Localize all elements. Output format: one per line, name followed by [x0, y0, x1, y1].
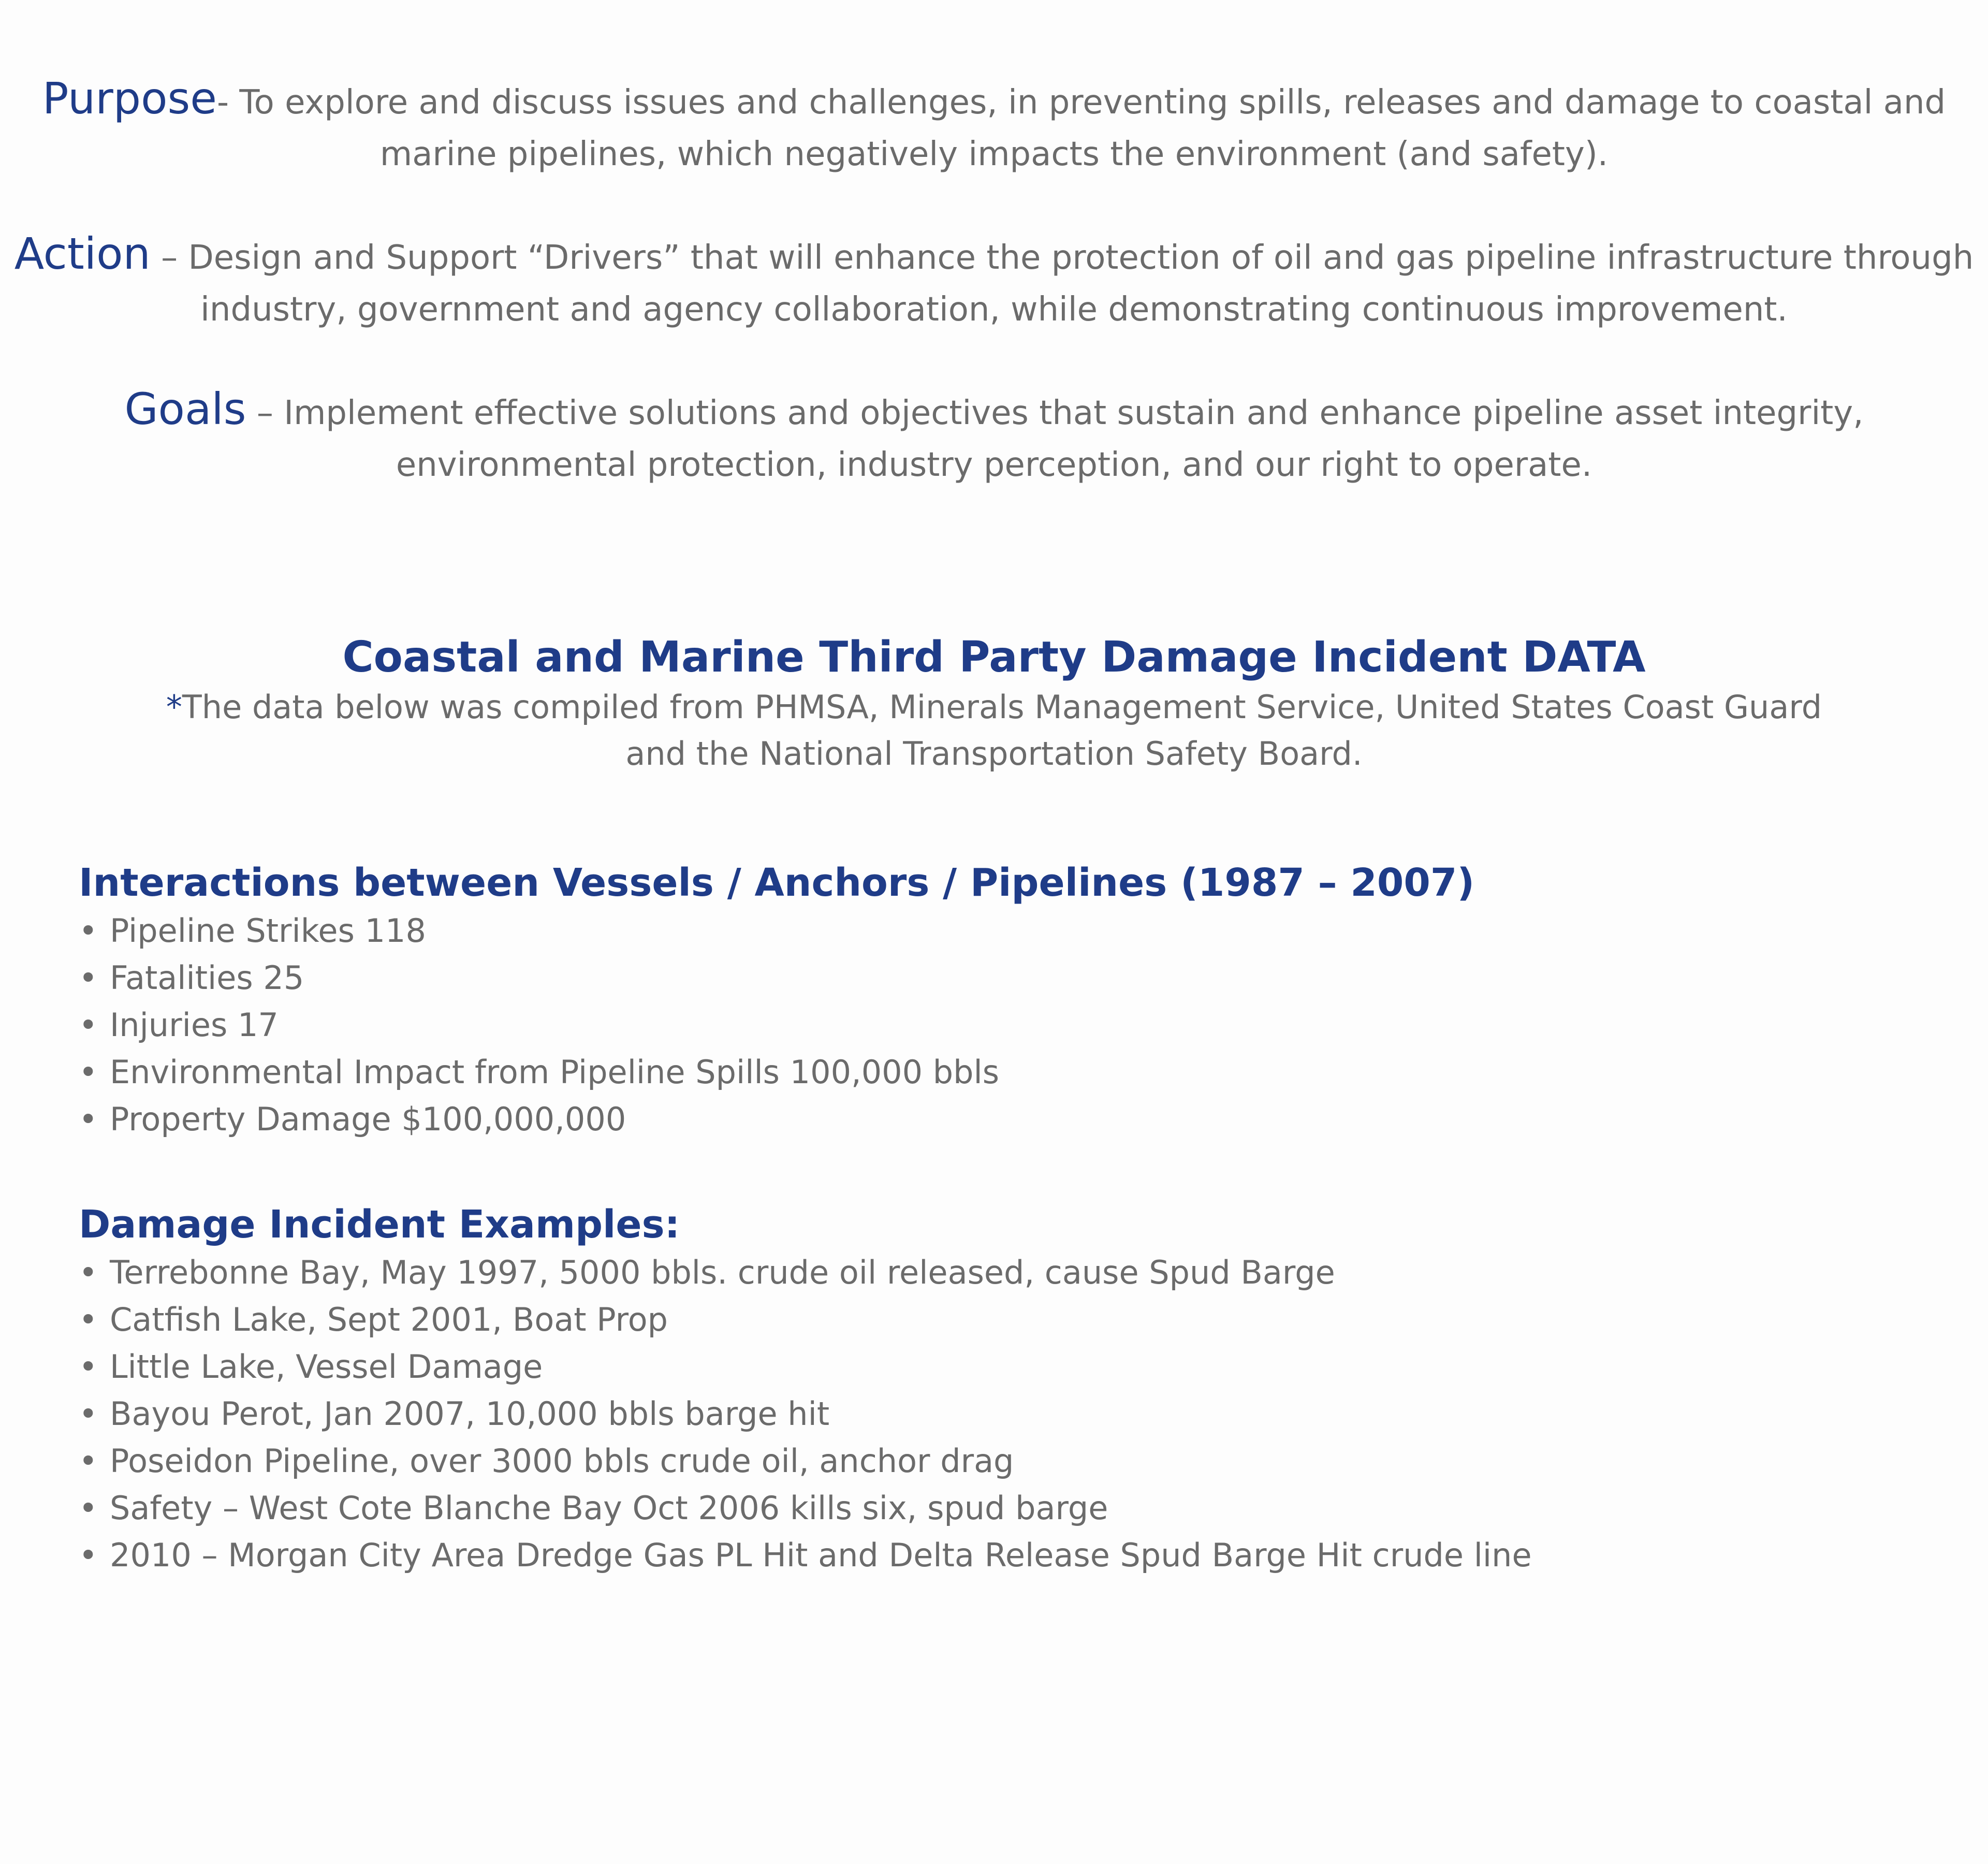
purpose-heading: Purpose: [42, 73, 217, 124]
bullet-icon: •: [79, 959, 98, 997]
bullet-icon: •: [79, 912, 98, 950]
bullet-icon: •: [79, 1301, 98, 1338]
bullet-icon: •: [79, 1053, 98, 1091]
purpose-text: - To explore and discuss issues and challenges, in preventing spills, releases and damage to coastal and marine pipelines, which negatively impacts the environment (and safety).: [216, 83, 1946, 173]
examples-heading: Damage Incident Examples:: [79, 1202, 680, 1247]
list-item: • Catfish Lake, Sept 2001, Boat Prop: [79, 1296, 1532, 1343]
bullet-icon: •: [79, 1254, 98, 1291]
goals-paragraph: [0, 383, 1988, 491]
examples-list: [79, 1249, 1532, 1579]
bullet-icon: •: [79, 1395, 98, 1433]
purpose-paragraph: [0, 72, 1988, 180]
list-item: • Safety – West Cote Blanche Bay Oct 2006 kills six, spud barge: [79, 1484, 1532, 1532]
interactions-list: [79, 907, 999, 1143]
bullet-icon: •: [79, 1348, 98, 1386]
source-note-line-2: [0, 728, 1988, 780]
list-item: • Environmental Impact from Pipeline Spills 100,000 bbls: [79, 1048, 999, 1096]
list-item: • Injuries 17: [79, 1001, 999, 1048]
note-text-1: The data below was compiled from PHMSA, Minerals Management Service, United States Coast Guard: [182, 688, 1822, 726]
section-title: Coastal and Marine Third Party Damage Incident DATA: [342, 633, 1646, 682]
bullet-icon: •: [79, 1489, 98, 1527]
list-item: • 2010 – Morgan City Area Dredge Gas PL Hit and Delta Release Spud Barge Hit crude line: [79, 1532, 1532, 1579]
list-item: • Poseidon Pipeline, over 3000 bbls crude oil, anchor drag: [79, 1437, 1532, 1484]
note-asterisk: *: [166, 688, 182, 726]
bullet-icon: •: [79, 1006, 98, 1044]
action-heading: Action: [14, 228, 151, 279]
interactions-heading: Interactions between Vessels / Anchors / Pipelines (1987 – 2007): [79, 861, 1475, 905]
goals-text: – Implement effective solutions and objectives that sustain and enhance pipeline asset integrity, environmental protection, industry perception, and our right to operate.: [246, 394, 1864, 484]
action-paragraph: [0, 228, 1988, 336]
bullet-icon: •: [79, 1536, 98, 1574]
list-item: • Fatalities 25: [79, 954, 999, 1001]
goals-heading: Goals: [124, 384, 246, 434]
list-item: • Little Lake, Vessel Damage: [79, 1343, 1532, 1390]
source-note-line-1: [0, 681, 1988, 733]
note-text-2: and the National Transportation Safety Board.: [625, 735, 1363, 773]
list-item: • Pipeline Strikes 118: [79, 907, 999, 954]
action-text: – Design and Support “Drivers” that will enhance the protection of oil and gas pipeline infrastructure through industry, government and agency collaboration, while demonstrating continuous improvement.: [150, 239, 1974, 329]
list-item: • Bayou Perot, Jan 2007, 10,000 bbls barge hit: [79, 1390, 1532, 1437]
list-item: • Property Damage $100,000,000: [79, 1096, 999, 1143]
list-item: • Terrebonne Bay, May 1997, 5000 bbls. crude oil released, cause Spud Barge: [79, 1249, 1532, 1296]
bullet-icon: •: [79, 1442, 98, 1480]
bullet-icon: •: [79, 1100, 98, 1138]
